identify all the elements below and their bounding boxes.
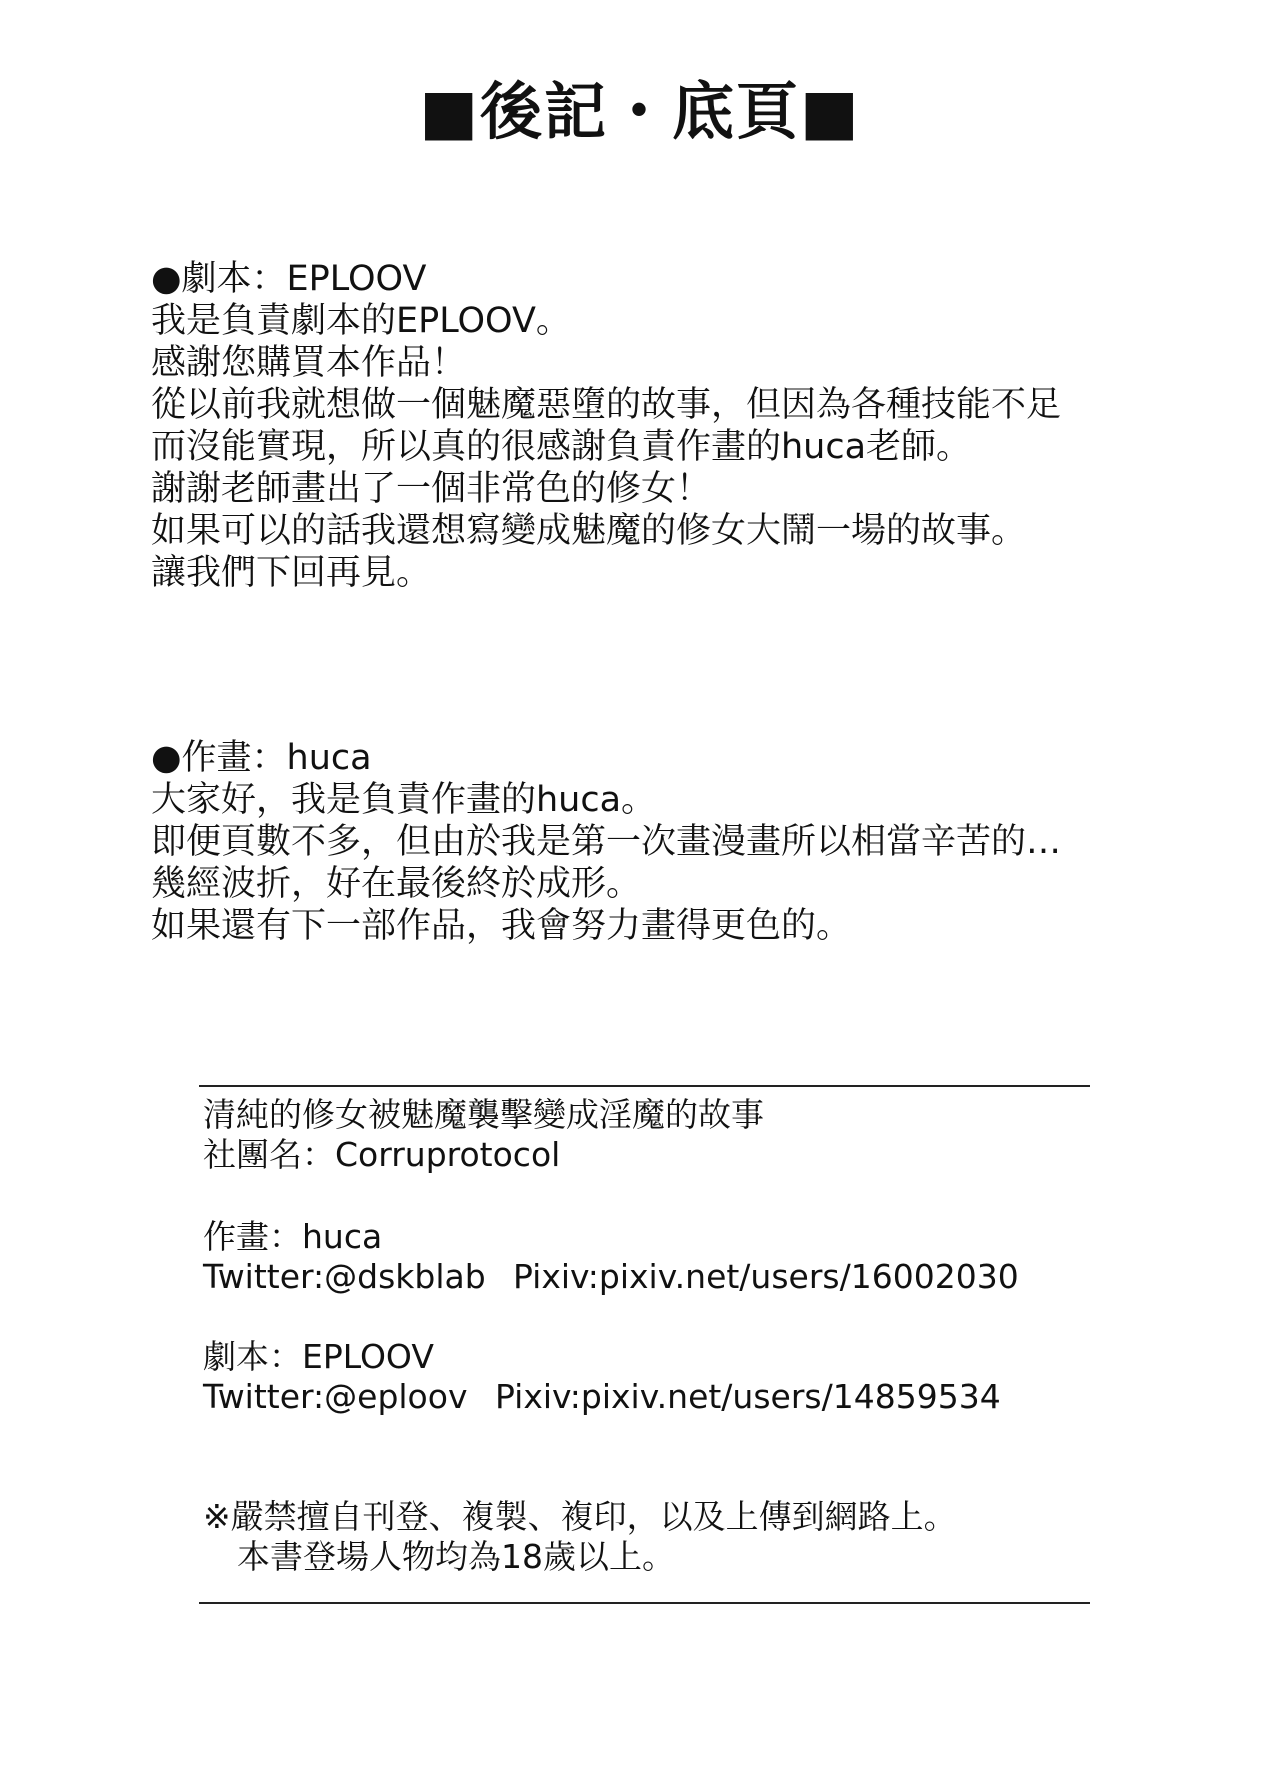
scenario-afterword — [151, 258, 1151, 594]
art-line: 即便頁數不多，但由於我是第一次畫漫畫所以相當辛苦的… — [151, 822, 1062, 862]
script-credit: 劇本：EPLOOV — [203, 1337, 434, 1376]
art-afterword — [151, 737, 1151, 947]
art-credit: 作畫：huca — [203, 1217, 383, 1256]
art-line: 如果還有下一部作品，我會努力畫得更色的。 — [151, 906, 852, 946]
scenario-line: 讓我們下回再見。 — [151, 553, 432, 593]
colophon-art-credit — [203, 1217, 1083, 1297]
art-pixiv-url: Pixiv:pixiv.net/users/16002030 — [513, 1257, 1019, 1296]
scenario-heading: ●劇本：EPLOOV — [151, 259, 427, 299]
script-twitter-handle: Twitter:@eploov — [203, 1377, 468, 1416]
circle-name: 社團名：Corruprotocol — [203, 1135, 561, 1174]
scenario-line: 謝謝老師畫出了一個非常色的修女！ — [151, 469, 712, 509]
scenario-line: 我是負責劇本的EPLOOV。 — [151, 301, 571, 341]
copyright-notice — [203, 1497, 1083, 1577]
colophon-script-credit — [203, 1337, 1083, 1417]
notice-line: ※嚴禁擅自刊登、複製、複印，以及上傳到網路上。 — [203, 1497, 957, 1536]
art-heading: ●作畫：huca — [151, 738, 372, 778]
art-line: 大家好，我是負責作畫的huca。 — [151, 780, 657, 820]
scenario-line: 從以前我就想做一個魅魔惡墮的故事，但因為各種技能不足 — [151, 385, 1062, 425]
art-line: 幾經波折，好在最後終於成形。 — [151, 864, 642, 904]
colophon-top-rule — [199, 1085, 1090, 1087]
page-title: ■後記・底頁■ — [419, 75, 861, 148]
script-pixiv-url: Pixiv:pixiv.net/users/14859534 — [495, 1377, 1001, 1416]
scenario-line: 如果可以的話我還想寫變成魅魔的修女大鬧一場的故事。 — [151, 511, 1027, 551]
colophon-work-info — [203, 1095, 1083, 1175]
colophon-bottom-rule — [199, 1602, 1090, 1604]
scenario-line: 而沒能實現，所以真的很感謝負責作畫的huca老師。 — [151, 427, 972, 467]
notice-line: 本書登場人物均為18歲以上。 — [237, 1537, 675, 1576]
art-twitter-handle: Twitter:@dskblab — [203, 1257, 486, 1296]
scenario-line: 感謝您購買本作品！ — [151, 343, 467, 383]
script-contacts — [203, 1377, 1083, 1417]
work-title: 清純的修女被魅魔襲擊變成淫魔的故事 — [203, 1095, 764, 1134]
art-contacts — [203, 1257, 1083, 1297]
